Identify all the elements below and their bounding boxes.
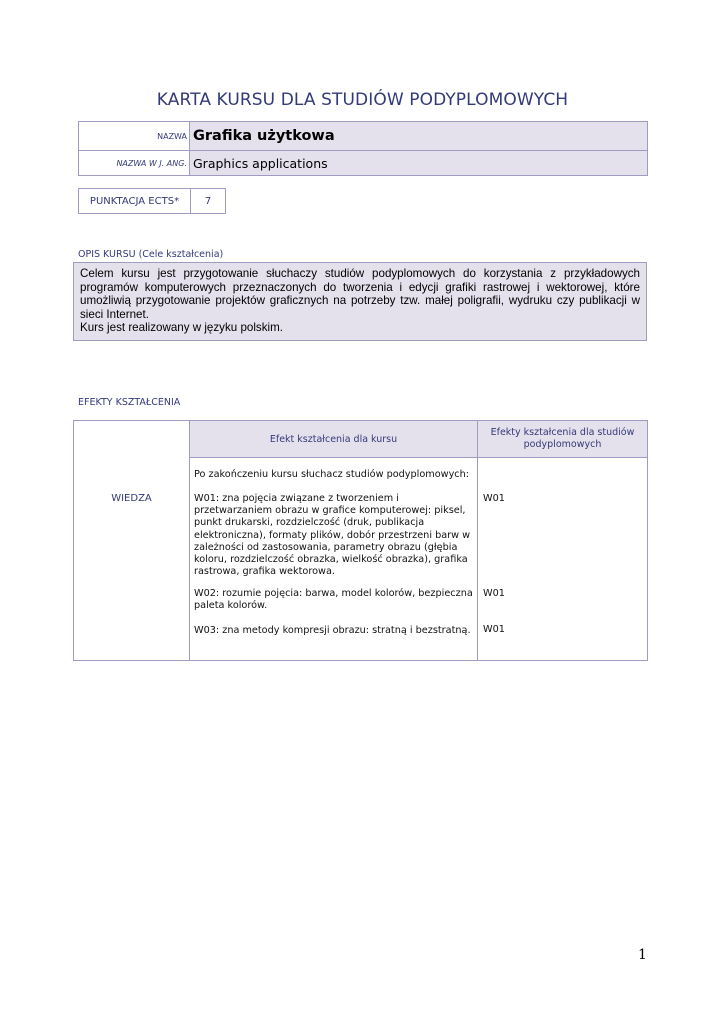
category-column [74, 421, 190, 660]
effect-w01-code: W01 [483, 493, 505, 504]
page-number: 1 [638, 947, 647, 963]
category-wiedza: WIEDZA [111, 493, 152, 504]
page-title: KARTA KURSU DLA STUDIÓW PODYPLOMOWYCH [156, 90, 569, 110]
efekty-label: EFEKTY KSZTAŁCENIA [78, 397, 181, 408]
name-en-label: NAZWA W J. ANG. [79, 151, 190, 176]
header-studies: Efekty kształcenia dla studiów podyplomowych [478, 421, 647, 458]
opis-paragraph-2: Kurs jest realizowany w języku polskim. [80, 321, 283, 335]
effect-w01-text: W01: zna pojęcia związane z tworzeniem i przetwarzaniem obrazu w grafice komputerowej: piksel, punkt drukarski, rozdzielczość (druk, publikacja elektroniczna), formaty plików, dobór przestrzeni barw w zależności od zastosowania, parametry obrazu (głębia koloru, rozdzielczość obrazka, wielkość obrazka), grafika rastrowa, grafika wektorowa. [194, 493, 471, 578]
course-name-table [78, 121, 648, 176]
ects-table [78, 188, 226, 214]
effect-w02-code: W01 [483, 588, 505, 599]
effects-intro: Po zakończeniu kursu słuchacz studiów podyplomowych: [194, 469, 470, 480]
opis-label: OPIS KURSU (Cele kształcenia) [78, 249, 224, 260]
efekty-table [73, 420, 648, 661]
effect-w03-code: W01 [483, 624, 505, 635]
ects-label: PUNKTACJA ECTS* [79, 189, 191, 214]
effect-w02-text: W02: rozumie pojęcia: barwa, model kolorów, bezpieczna paleta kolorów. [194, 588, 473, 612]
effect-w03-text: W03: zna metody kompresji obrazu: stratną i bezstratną. [194, 625, 471, 636]
name-label: NAZWA [79, 122, 190, 151]
ects-value: 7 [191, 189, 226, 214]
opis-box [73, 262, 647, 341]
name-value: Grafika użytkowa [190, 122, 648, 151]
header-course: Efekt kształcenia dla kursu [190, 421, 478, 458]
opis-paragraph-1: Celem kursu jest przygotowanie słuchaczy studiów podyplomowych do korzystania z przykładowych programów komputerowych przeznaczonych do tworzenia i edycji grafiki rastrowej i wektorowej, które umożliwią przygotowanie projektów graficznych na potrzeby tzw. małej poligrafii, wydruku czy publikacji w sieci Internet. [80, 267, 640, 321]
name-en-value: Graphics applications [190, 151, 648, 176]
